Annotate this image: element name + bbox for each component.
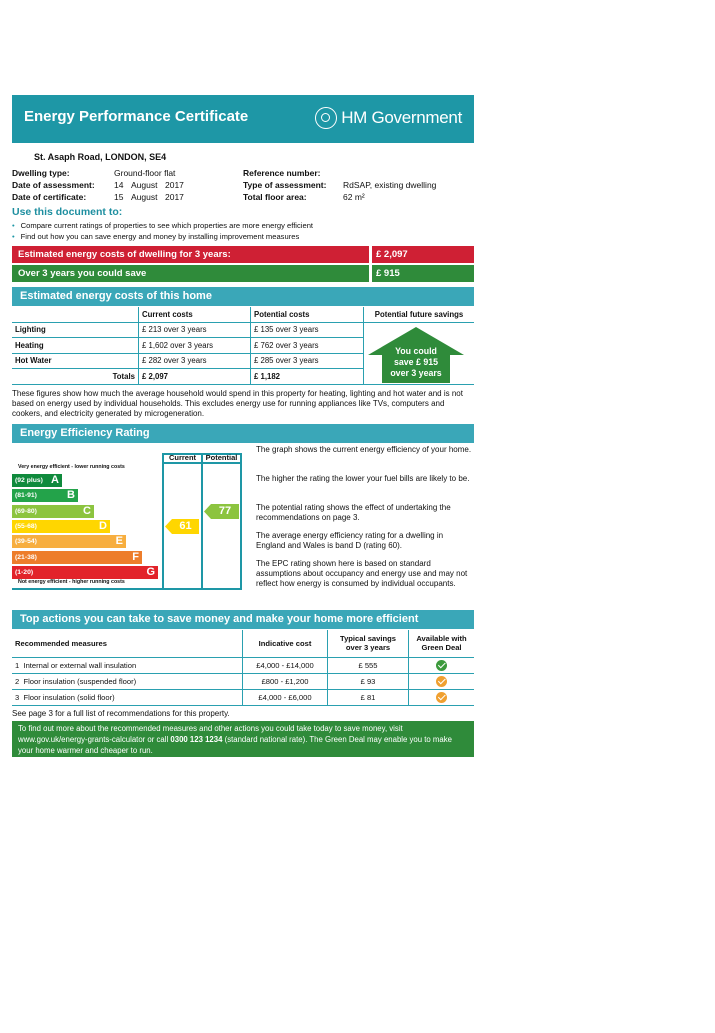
- arrow-line: over 3 years: [390, 368, 442, 378]
- check-icon: [436, 676, 447, 687]
- measure-number: 1: [15, 660, 20, 670]
- measure-saving: £ 555: [328, 657, 409, 673]
- totals-label: Totals: [12, 369, 139, 385]
- band-range: (1-20): [15, 568, 34, 576]
- check-icon: [436, 692, 447, 703]
- actions-header-measure: Recommended measures: [12, 630, 243, 657]
- actions-table: [12, 630, 474, 706]
- savings-value: £ 915: [372, 265, 474, 282]
- band-range: (39-54): [15, 538, 37, 546]
- cost-item-name: Heating: [12, 338, 139, 354]
- costs-header-current: Current costs: [139, 307, 251, 322]
- cost-potential: £ 762 over 3 years: [251, 338, 364, 354]
- government-logo: [315, 107, 462, 129]
- rating-text-1: The graph shows the current energy efficiency of your home.: [256, 445, 472, 454]
- measure-saving: £ 93: [328, 673, 409, 689]
- band-range: (21-38): [15, 553, 37, 561]
- potential-rating-tag: [204, 504, 239, 519]
- rating-band-c: [12, 505, 94, 518]
- estimated-costs-label: Estimated energy costs of dwelling for 3 years:: [12, 246, 369, 263]
- band-letter: C: [83, 504, 91, 517]
- rating-band-a: [12, 474, 62, 487]
- current-rating-tag: [165, 519, 199, 534]
- cost-item-name: Lighting: [12, 322, 139, 338]
- bottom-caption: Not energy efficient - higher running costs: [18, 579, 125, 585]
- assessment-date-day: 14: [114, 180, 124, 190]
- reference-label: Reference number:: [243, 168, 321, 178]
- arrow-line: You could: [395, 346, 437, 356]
- band-letter: B: [67, 489, 75, 502]
- measure-cell: [12, 657, 243, 673]
- current-rating-value: 61: [179, 519, 192, 532]
- measure-number: 3: [15, 692, 20, 702]
- measure-name: Floor insulation (suspended floor): [23, 676, 137, 686]
- band-letter: D: [99, 519, 107, 532]
- floor-area-value: 62 m²: [343, 192, 365, 202]
- rating-band-g: [12, 566, 158, 579]
- use-bullet: • Compare current ratings of properties to see which properties are more energy efficient: [12, 220, 313, 231]
- band-range: (69-80): [15, 507, 37, 515]
- col-potential-label: Potential: [205, 453, 238, 462]
- rating-band-e: [12, 535, 126, 548]
- green-deal-footer: [12, 721, 474, 757]
- band-letter: E: [115, 535, 123, 548]
- measure-cost: £4,000 - £14,000: [243, 657, 328, 673]
- rating-band-f: [12, 551, 142, 564]
- footer-text-b: (standard national rate). The Green Deal may enable you to make your home warmer and cheaper to run.: [18, 735, 452, 755]
- measure-cell: [12, 689, 243, 705]
- rating-band-b: [12, 489, 78, 502]
- total-potential: £ 1,182: [251, 369, 364, 385]
- check-icon: [436, 660, 447, 671]
- band-letter: F: [132, 550, 139, 563]
- measure-cost: £800 - £1,200: [243, 673, 328, 689]
- savings-arrow-text: [368, 346, 464, 379]
- measure-cell: [12, 673, 243, 689]
- assessment-type-label: Type of assessment:: [243, 180, 327, 190]
- see-page-note: See page 3 for a full list of recommendations for this property.: [12, 709, 230, 718]
- cost-current: £ 213 over 3 years: [139, 322, 251, 338]
- actions-header-row: [12, 630, 474, 657]
- rating-text-5: The EPC rating shown here is based on standard assumptions about occupancy and energy use and may not reflect how energy is consumed by individual occupants.: [256, 559, 468, 588]
- government-name: HM Government: [341, 108, 462, 127]
- measure-cost: £4,000 - £6,000: [243, 689, 328, 705]
- total-current: £ 2,097: [139, 369, 251, 385]
- floor-area-label: Total floor area:: [243, 192, 307, 202]
- rating-band-d: [12, 520, 110, 533]
- rating-section-title: Energy Efficiency Rating: [12, 424, 474, 443]
- use-bullets: [12, 220, 313, 242]
- green-deal-cell: [409, 657, 475, 673]
- footer-text-a: To find out more about the recommended measures and other actions you could take today to save money, visit www.gov.uk/energy-grants-calculator or call: [18, 724, 403, 744]
- savings-arrow: [368, 327, 464, 383]
- actions-header-green-deal: Available with Green Deal: [409, 630, 475, 657]
- footer-phone[interactable]: 0300 123 1234: [170, 735, 223, 744]
- cost-potential: £ 135 over 3 years: [251, 322, 364, 338]
- crest-icon: [315, 107, 337, 129]
- potential-rating-value: 77: [218, 504, 232, 517]
- measure-name: Internal or external wall insulation: [23, 660, 137, 670]
- certificate-date-label: Date of certificate:: [12, 192, 87, 202]
- costs-header-blank: [12, 307, 139, 322]
- costs-note: These figures show how much the average household would spend in this property for heating, lighting and hot water and is not based on energy used by individual households. This excludes energy use for running appliances like TVs, computers and cookers, and electricity generated by microgeneration.: [12, 389, 463, 418]
- actions-header-cost: Indicative cost: [243, 630, 328, 657]
- green-deal-cell: [409, 673, 475, 689]
- table-row: [12, 689, 474, 705]
- assessment-type-value: RdSAP, existing dwelling: [343, 180, 437, 190]
- cost-current: £ 1,602 over 3 years: [139, 338, 251, 354]
- certificate-title: Energy Performance Certificate: [24, 108, 249, 125]
- cost-current: £ 282 over 3 years: [139, 353, 251, 369]
- certificate-date-year: 2017: [165, 192, 184, 202]
- rating-text-4: The average energy efficiency rating for a dwelling in England and Wales is band D (rating 60).: [256, 531, 444, 550]
- certificate-date-month: August: [131, 192, 158, 202]
- measure-saving: £ 81: [328, 689, 409, 705]
- costs-header-row: [12, 307, 474, 322]
- top-caption: Very energy efficient - lower running costs: [18, 464, 125, 470]
- cost-potential: £ 285 over 3 years: [251, 353, 364, 369]
- use-bullet: • Find out how you can save energy and money by installing improvement measures: [12, 231, 313, 242]
- use-document-title: Use this document to:: [12, 206, 123, 218]
- band-range: (92 plus): [15, 477, 43, 484]
- certificate-date-day: 15: [114, 192, 124, 202]
- rating-text-3: The potential rating shows the effect of undertaking the recommendations on page 3.: [256, 503, 451, 522]
- actions-section-title: Top actions you can take to save money and make your home more efficient: [12, 610, 474, 629]
- dwelling-type-label: Dwelling type:: [12, 168, 70, 178]
- actions-header-saving: Typical savings over 3 years: [328, 630, 409, 657]
- assessment-date-month: August: [131, 180, 158, 190]
- costs-header-savings: Potential future savings: [364, 307, 475, 322]
- col-current-label: Current: [168, 453, 197, 462]
- band-letter: G: [146, 565, 155, 578]
- assessment-date-year: 2017: [165, 180, 184, 190]
- savings-label: Over 3 years you could save: [12, 265, 369, 282]
- costs-header-potential: Potential costs: [251, 307, 364, 322]
- green-deal-cell: [409, 689, 475, 705]
- arrow-line: save £ 915: [393, 357, 439, 367]
- assessment-date-label: Date of assessment:: [12, 180, 95, 190]
- rating-text-2: The higher the rating the lower your fuel bills are likely to be.: [256, 474, 470, 483]
- band-range: (81-91): [15, 492, 37, 500]
- table-row: [12, 657, 474, 673]
- cost-item-name: Hot Water: [12, 353, 139, 369]
- measure-name: Floor insulation (solid floor): [23, 692, 115, 702]
- table-row: [12, 673, 474, 689]
- costs-section-title: Estimated energy costs of this home: [12, 287, 474, 306]
- property-address: St. Asaph Road, LONDON, SE4: [34, 152, 167, 162]
- estimated-costs-value: £ 2,097: [372, 246, 474, 263]
- band-letter: A: [51, 474, 59, 486]
- dwelling-type-value: Ground-floor flat: [114, 168, 176, 178]
- certificate-header: [12, 95, 474, 143]
- measure-number: 2: [15, 676, 20, 686]
- band-range: (55-68): [15, 522, 37, 530]
